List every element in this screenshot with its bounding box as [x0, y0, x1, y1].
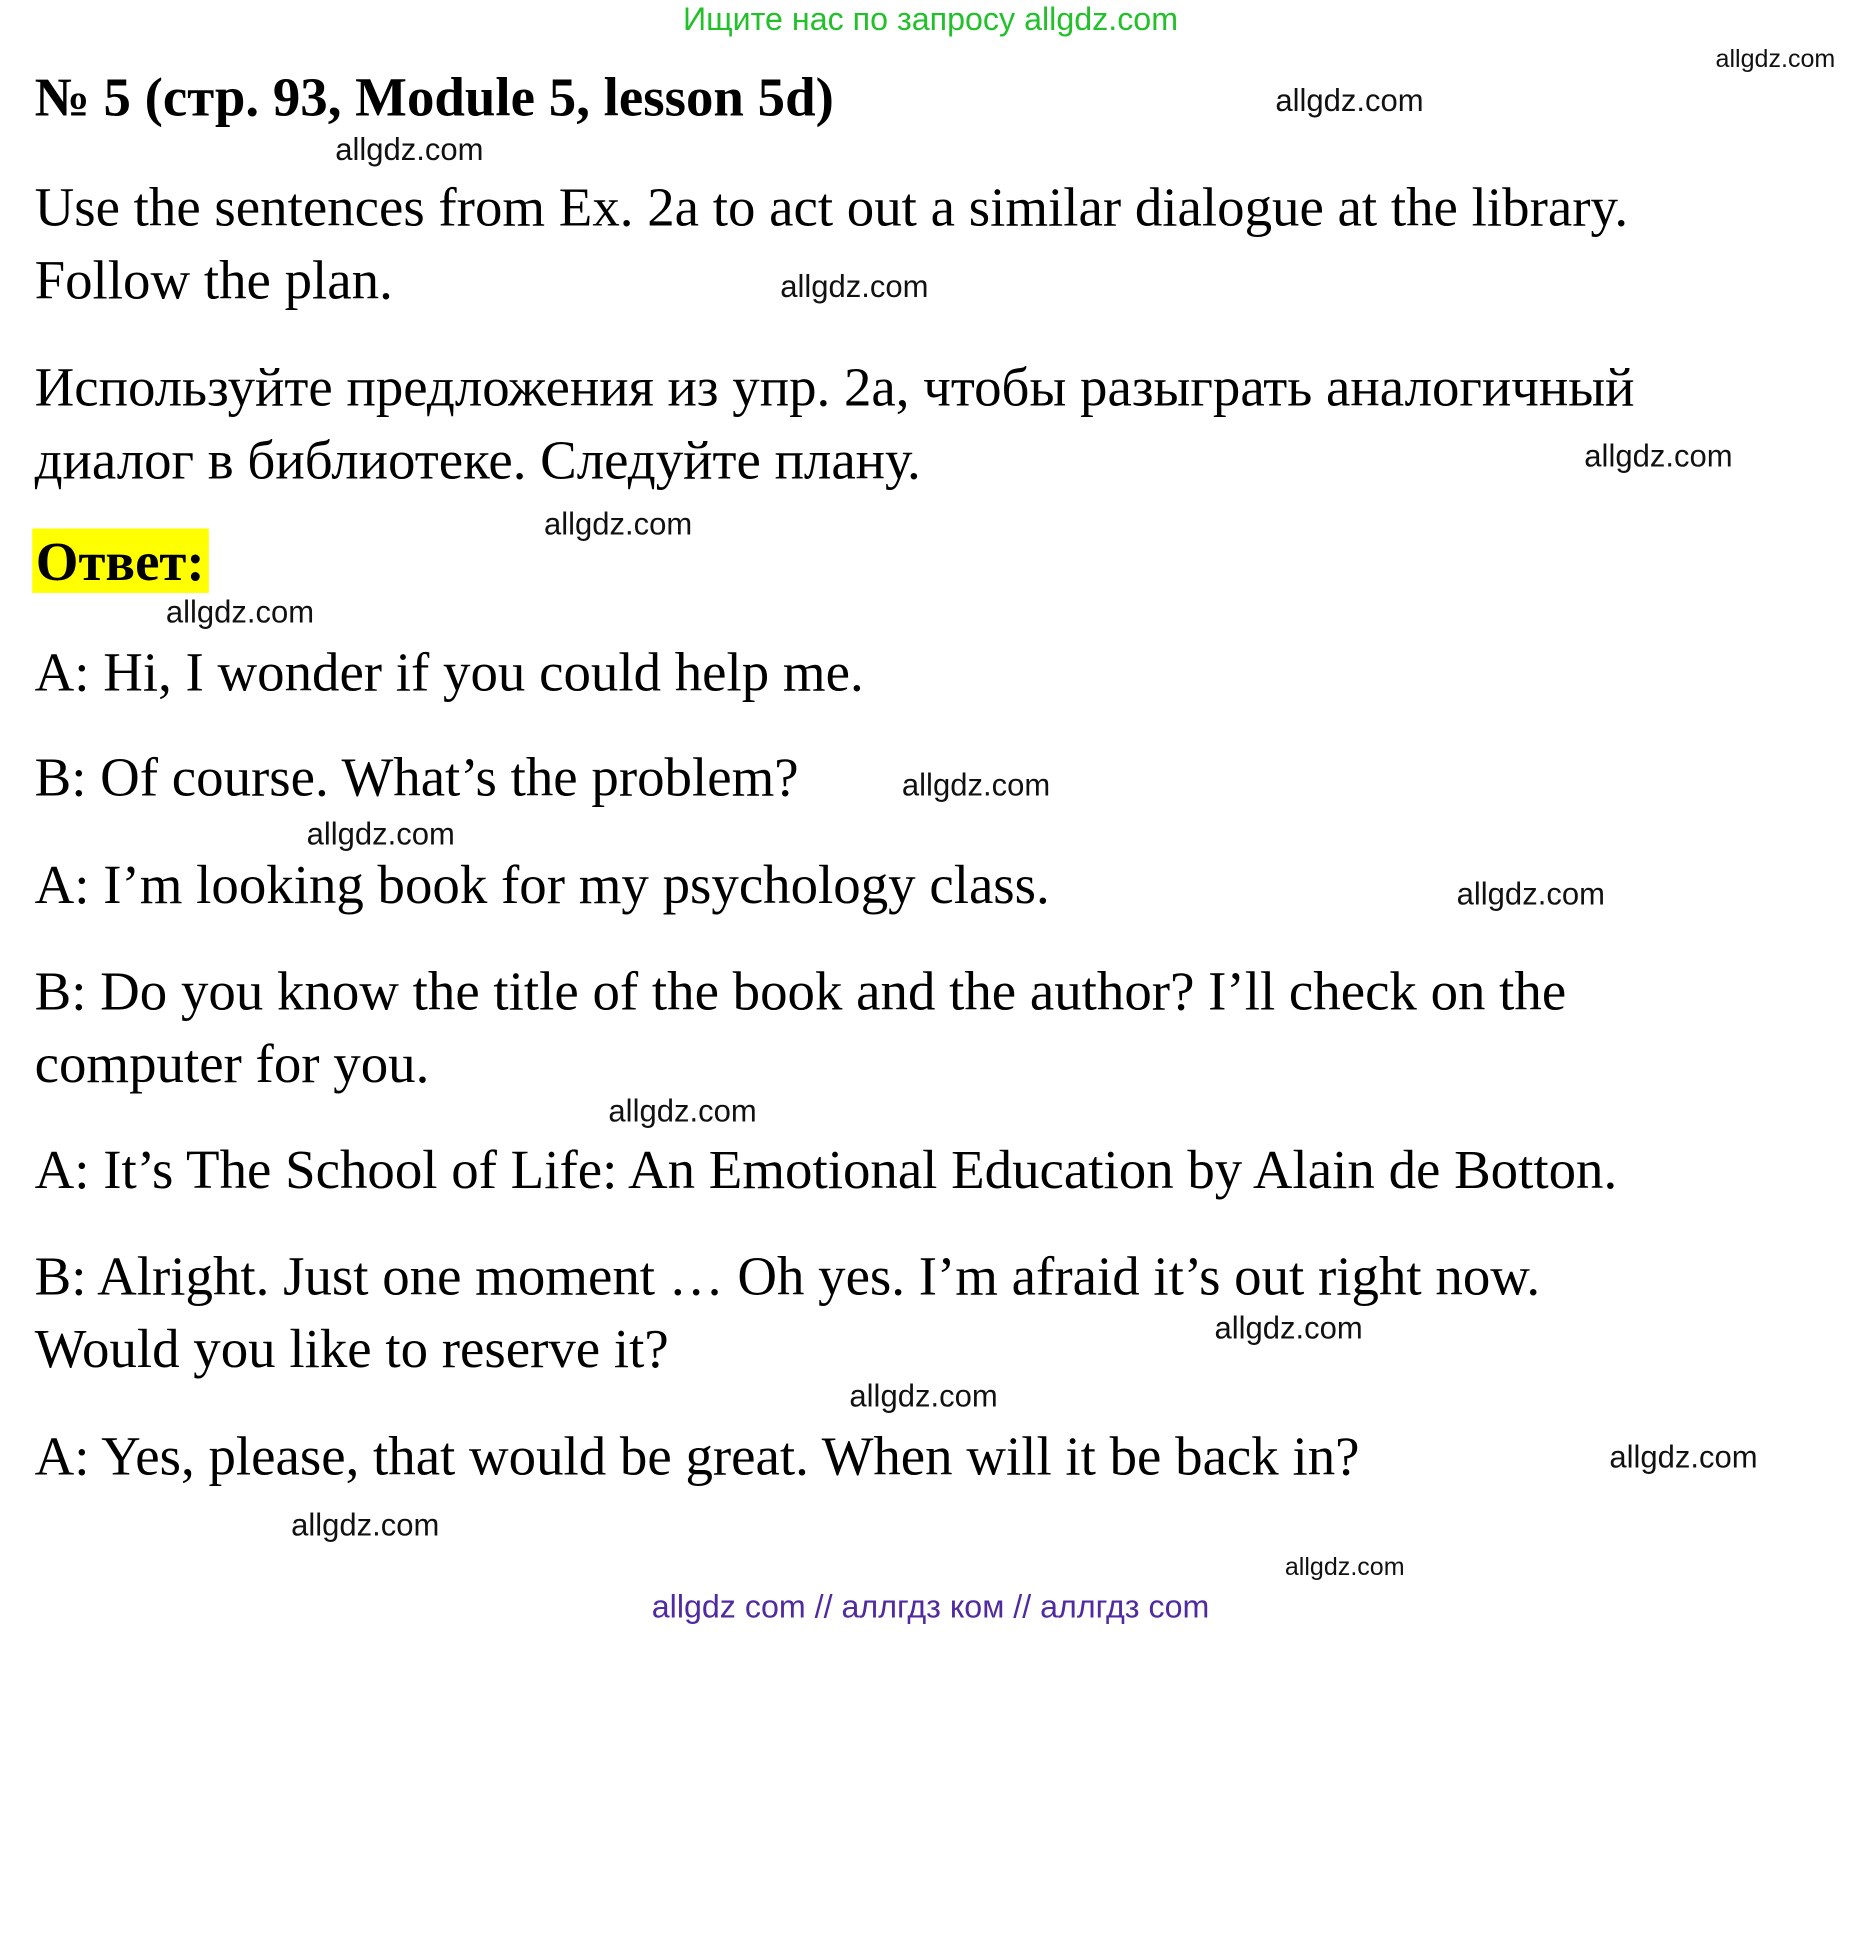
dialogue-line-continued: Would you like to reserve it?: [34, 1318, 669, 1380]
watermark: allgdz.com: [291, 1506, 440, 1543]
task-ru-line-1: Используйте предложения из упр. 2а, чтобы разыграть аналогичный: [34, 356, 1635, 418]
watermark: allgdz.com: [849, 1377, 998, 1414]
dialogue-line: A: Hi, I wonder if you could help me.: [34, 641, 864, 703]
task-en-line-1: Use the sentences from Ex. 2a to act out a similar dialogue at the library.: [34, 176, 1629, 238]
top-banner: Ищите нас по запросу allgdz.com: [683, 1, 1179, 37]
watermark: allgdz.com: [1715, 45, 1836, 73]
watermark: allgdz.com: [1584, 437, 1733, 474]
task-ru-line-2: диалог в библиотеке. Следуйте плану.: [34, 429, 921, 491]
watermark: allgdz.com: [780, 268, 929, 305]
dialogue-line: A: I’m looking book for my psychology class.: [34, 854, 1050, 916]
watermark: allgdz.com: [608, 1092, 757, 1129]
dialogue-line: A: Yes, please, that would be great. When will it be back in?: [34, 1425, 1360, 1487]
watermark: allgdz.com: [335, 131, 484, 168]
dialogue-line: B: Do you know the title of the book and the author? I’ll check on the: [34, 960, 1567, 1022]
watermark: allgdz.com: [901, 767, 1051, 803]
answer-label: Ответ:: [32, 528, 208, 592]
watermark: allgdz.com: [1284, 1553, 1405, 1581]
dialogue-line: B: Of course. What’s the problem?: [34, 746, 799, 808]
footer-watermark: allgdz com // аллгдз ком // аллгдз com: [651, 1589, 1210, 1625]
watermark: allgdz.com: [1456, 875, 1605, 912]
watermark: allgdz.com: [1214, 1309, 1363, 1346]
watermark: allgdz.com: [306, 816, 455, 852]
watermark: allgdz.com: [1275, 82, 1424, 119]
watermark: allgdz.com: [165, 594, 315, 630]
watermark: allgdz.com: [544, 505, 693, 542]
exercise-title: № 5 (стр. 93, Module 5, lesson 5d): [34, 66, 834, 128]
watermark: allgdz.com: [1609, 1438, 1758, 1475]
dialogue-line-continued: computer for you.: [34, 1033, 430, 1094]
dialogue-line: A: It’s The School of Life: An Emotional Education by Alain de Botton.: [34, 1139, 1618, 1201]
task-en-line-2: Follow the plan.: [34, 249, 393, 311]
dialogue-line: B: Alright. Just one moment … Oh yes. I’m afraid it’s out right now.: [34, 1245, 1541, 1307]
